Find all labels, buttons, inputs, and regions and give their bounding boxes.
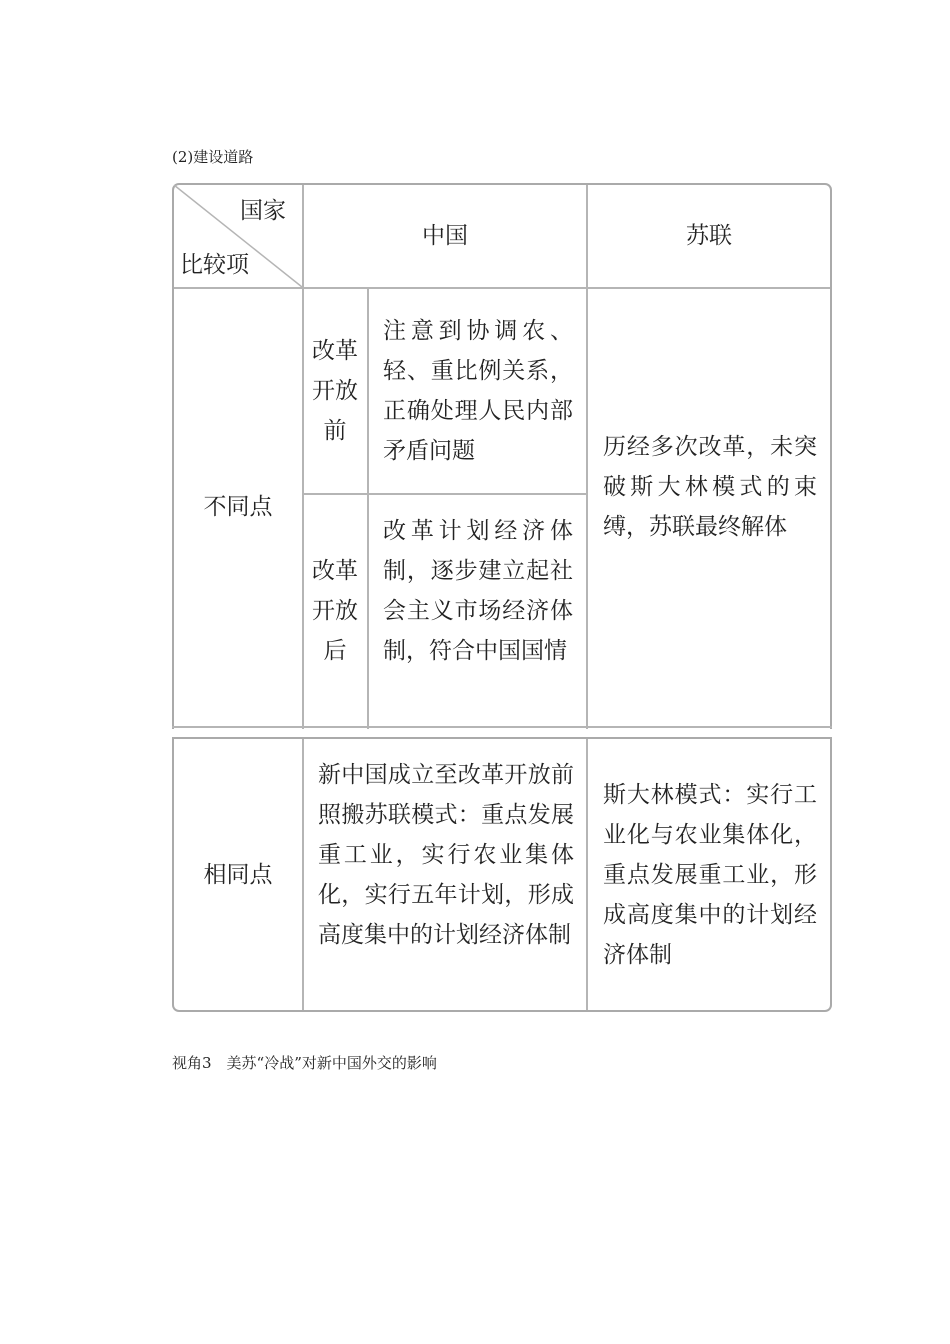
corner-label-country: 国家 bbox=[240, 198, 286, 224]
header-ussr: 苏联 bbox=[686, 223, 732, 249]
header-divider bbox=[174, 287, 830, 289]
section-heading: (2)建设道路 bbox=[172, 148, 254, 166]
ussr-similarities-text: 斯大林模式：实行工业化与农业集体化，重点发展重工业，形成高度集中的计划经济体制 bbox=[603, 782, 817, 968]
ussr-differences-text: 历经多次改革，未突破斯大林模式的束缚，苏联最终解体 bbox=[603, 434, 817, 540]
label-column-divider bbox=[302, 185, 304, 729]
header-china: 中国 bbox=[422, 223, 468, 249]
china-similarities-text: 新中国成立至改革开放前照搬苏联模式：重点发展重工业，实行农业集体化，实行五年计划，形成高度集中的计划经济体制 bbox=[318, 762, 574, 948]
before-after-divider bbox=[304, 493, 586, 495]
sub-label-before-reform: 改革开放前 bbox=[312, 338, 358, 444]
top-part-bottom-line bbox=[172, 726, 832, 728]
next-section-heading: 视角3 美苏“冷战”对新中国外交的影响 bbox=[172, 1054, 437, 1072]
bottom-label-column-divider bbox=[302, 739, 304, 1010]
china-after-reform-text: 改革计划经济体制，逐步建立起社会主义市场经济体制，符合中国国情 bbox=[383, 518, 573, 664]
country-column-divider bbox=[586, 185, 588, 729]
corner-label-item: 比较项 bbox=[180, 252, 249, 278]
china-before-reform-text: 注意到协调农、轻、重比例关系，正确处理人民内部矛盾问题 bbox=[383, 318, 573, 464]
row-label-similarities: 相同点 bbox=[203, 862, 273, 888]
sub-label-after-reform: 改革开放后 bbox=[312, 558, 358, 664]
sub-label-divider bbox=[367, 289, 369, 729]
bottom-country-column-divider bbox=[586, 739, 588, 1010]
row-label-differences: 不同点 bbox=[203, 494, 273, 520]
